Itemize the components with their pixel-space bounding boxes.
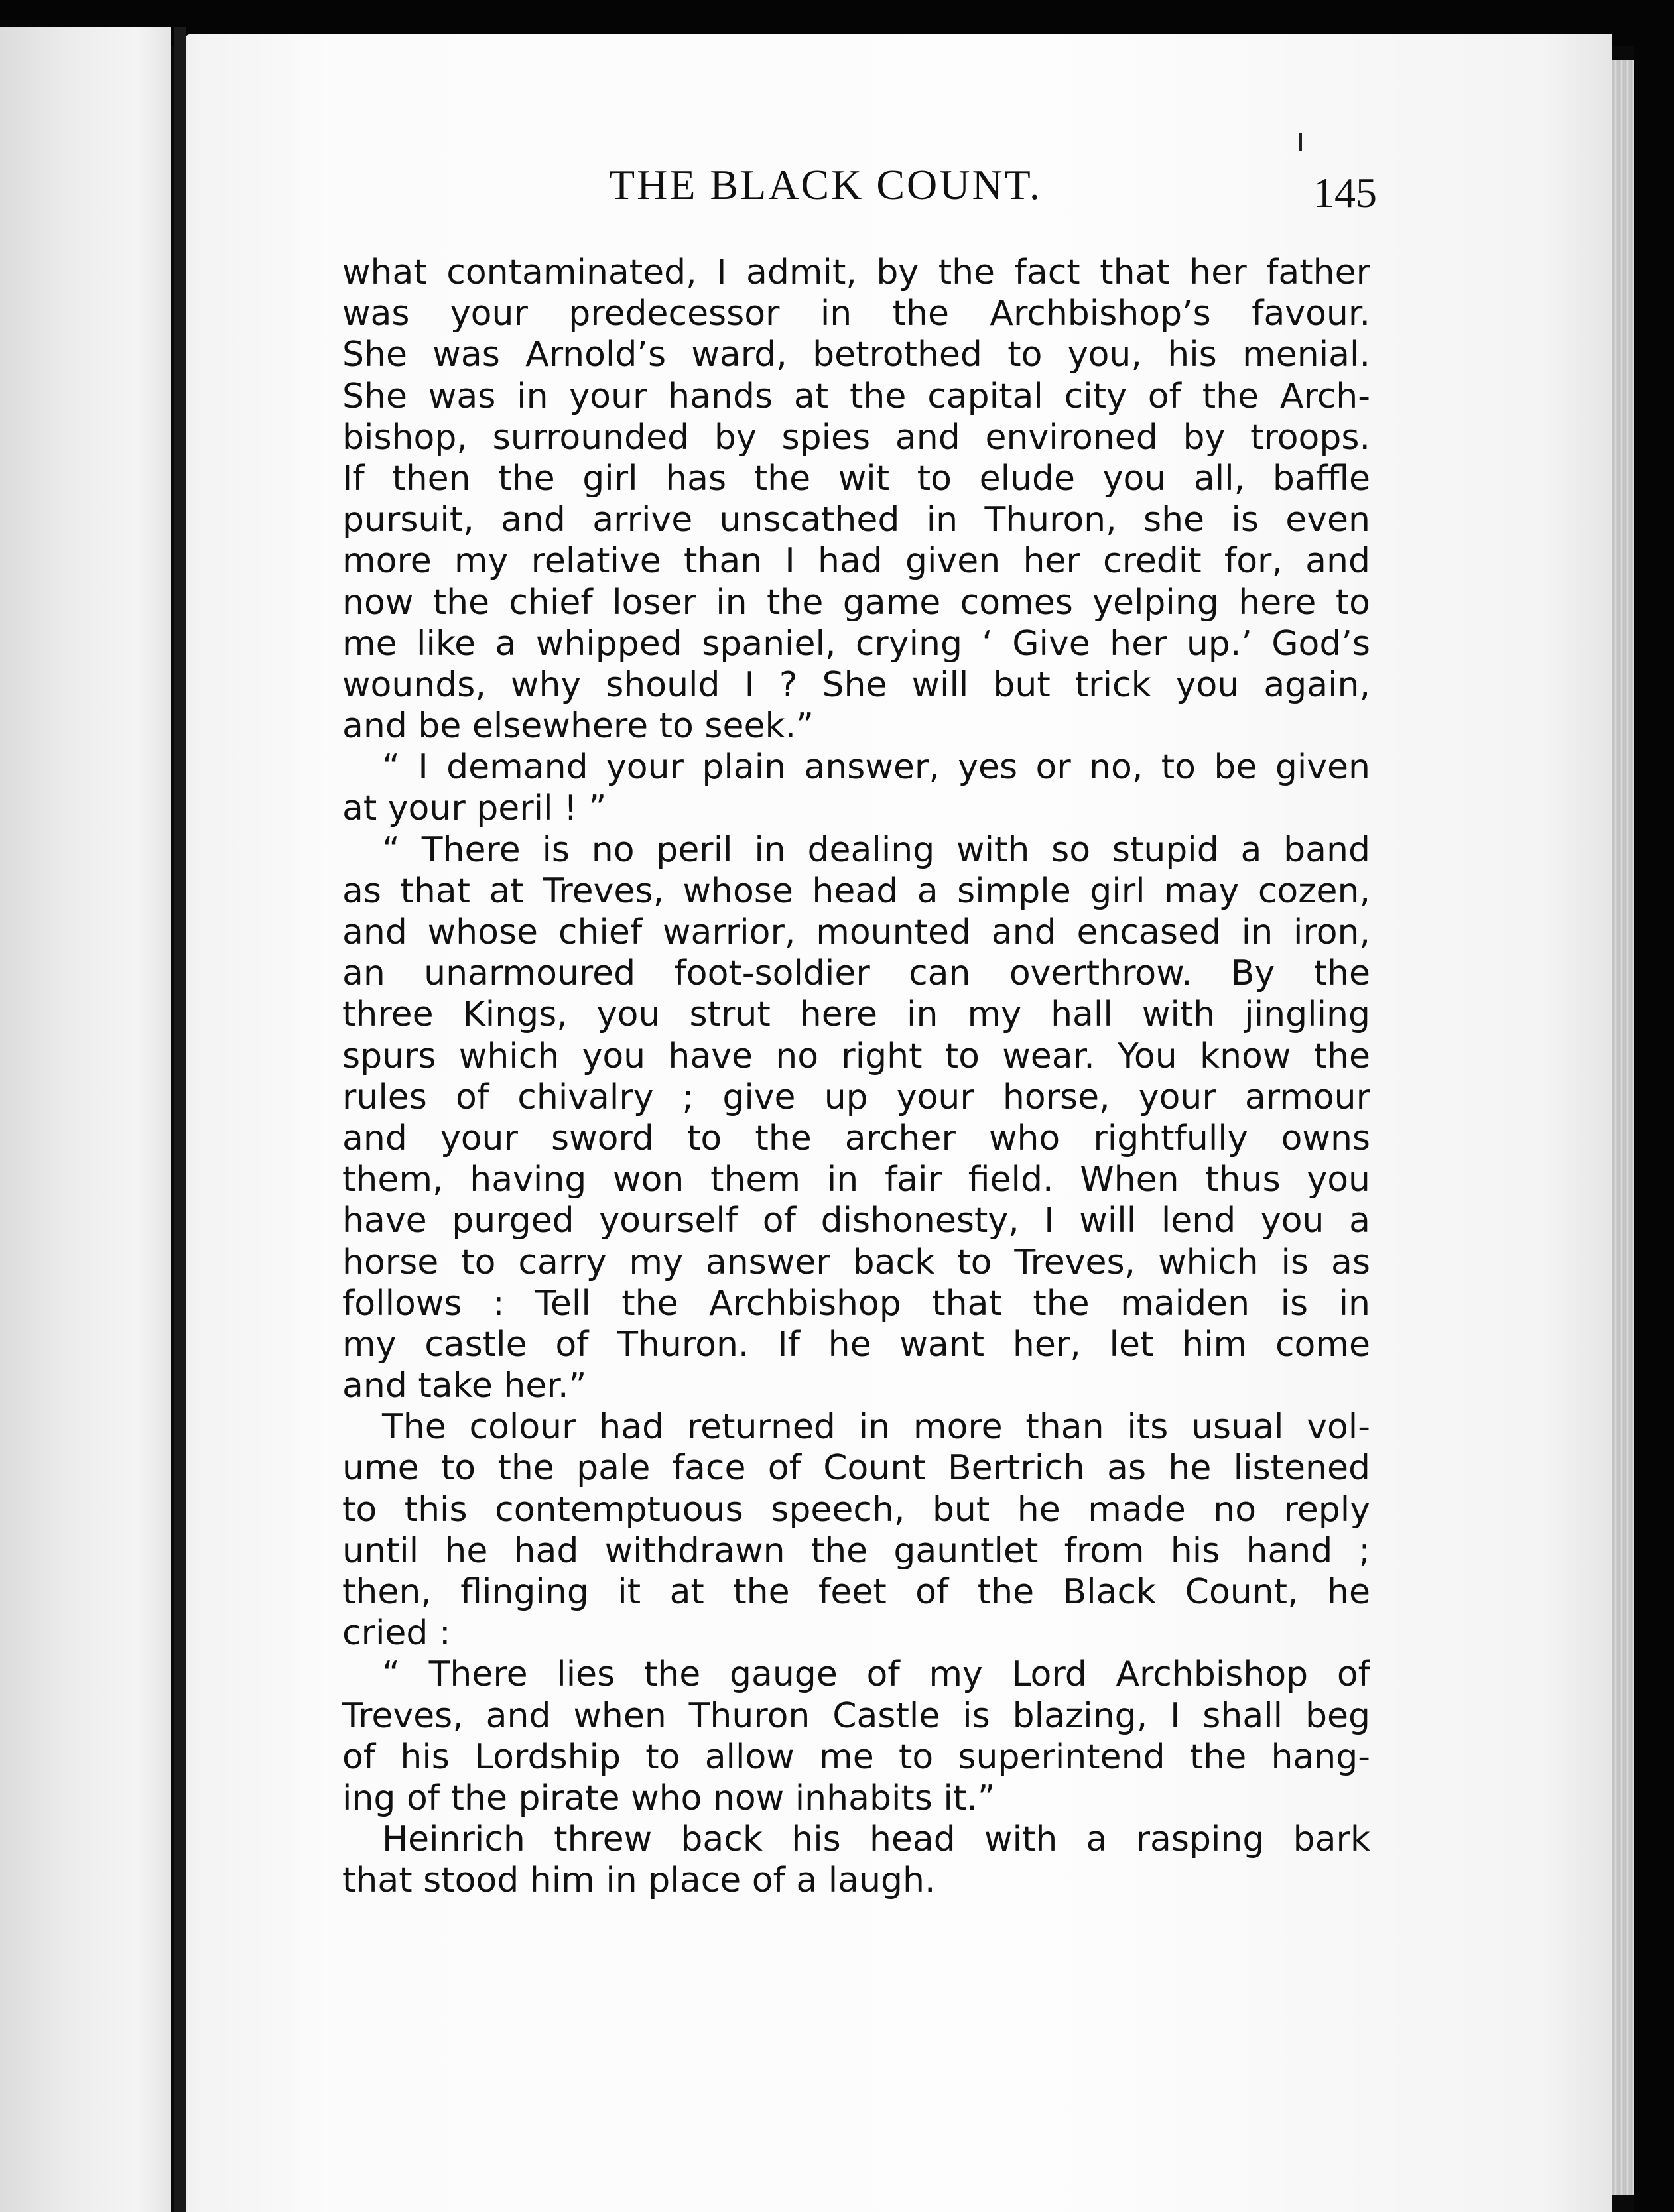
text-line: rules of chivalry ; give up your horse, your armour bbox=[342, 1077, 1370, 1117]
text-line: at your peril ! ” bbox=[342, 788, 607, 829]
book-gutter bbox=[174, 27, 186, 2212]
text-line: and your sword to the archer who rightfully owns bbox=[342, 1118, 1370, 1158]
text-line: spurs which you have no right to wear. You know the bbox=[342, 1036, 1370, 1076]
text-line: cried : bbox=[342, 1613, 451, 1654]
text-line: that stood him in place of a laugh. bbox=[342, 1861, 936, 1901]
text-line: The colour had returned in more than its usual vol- bbox=[382, 1407, 1370, 1447]
text-line: three Kings, you strut here in my hall with jingling bbox=[342, 995, 1370, 1035]
text-line: an unarmoured foot-soldier can overthrow. By the bbox=[342, 953, 1370, 994]
text-line: until he had withdrawn the gauntlet from his hand ; bbox=[342, 1530, 1370, 1571]
text-line: “ There lies the gauge of my Lord Archbishop of bbox=[382, 1654, 1370, 1695]
facing-page-edge bbox=[0, 27, 171, 2212]
text-line: me like a whipped spaniel, crying ‘ Give her up.’ God’s bbox=[342, 623, 1370, 664]
scan-border-right bbox=[1634, 0, 1674, 2212]
text-line: as that at Treves, whose head a simple girl may cozen, bbox=[342, 871, 1370, 911]
text-line: horse to carry my answer back to Treves, which is as bbox=[342, 1242, 1370, 1282]
text-line: “ I demand your plain answer, yes or no, to be given bbox=[382, 747, 1370, 788]
text-line: bishop, surrounded by spies and environed by troops. bbox=[342, 417, 1370, 458]
ink-speck bbox=[1299, 133, 1302, 151]
text-line: to this contemptuous speech, but he made no reply bbox=[342, 1489, 1370, 1530]
text-line: my castle of Thuron. If he want her, let him come bbox=[342, 1324, 1370, 1365]
text-line: what contaminated, I admit, by the fact that her father bbox=[342, 253, 1370, 292]
text-line: wounds, why should I ? She will but trick you again, bbox=[342, 664, 1370, 705]
text-line: If then the girl has the wit to elude you all, baffle bbox=[342, 458, 1370, 499]
text-line: now the chief loser in the game comes yelping here to bbox=[342, 582, 1370, 623]
text-line: ing of the pirate who now inhabits it.” bbox=[342, 1778, 996, 1818]
text-line: pursuit, and arrive unscathed in Thuron, she is even bbox=[342, 500, 1370, 540]
text-line: then, flinging it at the feet of the Black Count, he bbox=[342, 1572, 1370, 1612]
text-line: She was Arnold’s ward, betrothed to you, his menial. bbox=[342, 335, 1370, 375]
text-line: “ There is no peril in dealing with so stupid a band bbox=[382, 830, 1370, 870]
body-text bbox=[342, 252, 1370, 1902]
text-line: and be elsewhere to seek.” bbox=[342, 706, 814, 747]
page-number: 145 bbox=[1313, 169, 1377, 216]
page-stack-edge bbox=[1612, 60, 1634, 2195]
text-line: have purged yourself of dishonesty, I will lend you a bbox=[342, 1201, 1370, 1241]
text-line: follows : Tell the Archbishop that the maiden is in bbox=[342, 1283, 1370, 1323]
text-line: of his Lordship to allow me to superintend the hang- bbox=[342, 1737, 1370, 1777]
text-line: Heinrich threw back his head with a rasping bark bbox=[382, 1819, 1370, 1860]
text-line: them, having won them in fair field. When thus you bbox=[342, 1160, 1370, 1200]
text-line: and take her.” bbox=[342, 1366, 587, 1406]
text-line: ume to the pale face of Count Bertrich as he listened bbox=[342, 1448, 1370, 1489]
text-line: more my relative than I had given her credit for, and bbox=[342, 541, 1370, 582]
text-line: She was in your hands at the capital city of the Arch- bbox=[342, 376, 1370, 416]
text-line: was your predecessor in the Archbishop’s favour. bbox=[342, 294, 1370, 334]
text-line: Treves, and when Thuron Castle is blazing, I shall beg bbox=[342, 1695, 1370, 1736]
text-line: and whose chief warrior, mounted and encased in iron, bbox=[342, 912, 1370, 952]
running-title: THE BLACK COUNT. bbox=[609, 161, 1042, 208]
running-head bbox=[332, 160, 1380, 227]
